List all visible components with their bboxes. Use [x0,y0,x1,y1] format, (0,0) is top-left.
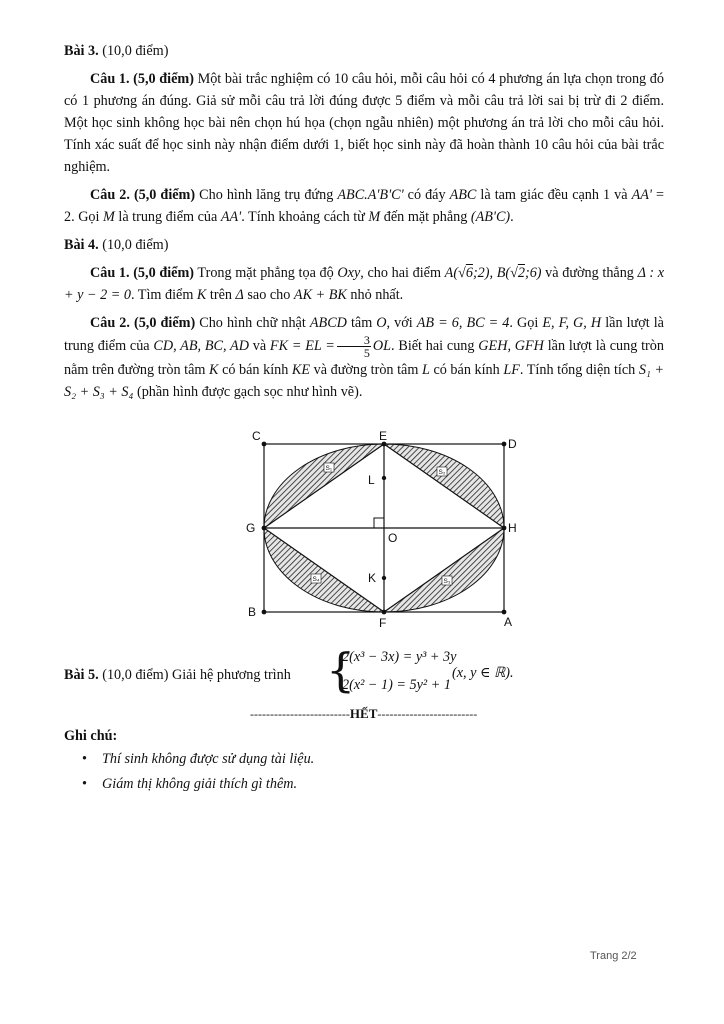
text-run: và đường tròn tâm [310,362,422,378]
bai5-equation-1: 2(x³ − 3x) = y³ + 3y [342,649,457,665]
math-run: ABC.A'B'C' [337,187,404,203]
text-run: . Biết hai cung [391,337,479,354]
text-run: , với [386,315,417,331]
point-d [502,442,507,447]
label-k: K [368,571,377,585]
text-run: có bán kính [429,362,504,378]
bai4-cau1 [64,262,664,306]
text-run: là trung điểm của [114,209,221,225]
math-run: K [209,362,219,378]
bai3-cau2 [64,184,664,228]
label-h: H [508,521,517,535]
point-l [382,476,386,480]
text-run: Cho hình chữ nhật [195,315,310,331]
point-a [502,610,507,615]
math-run: AK + BK [293,287,347,303]
bai3-cau1-text: Một bài trắc nghiệm có 10 câu hỏi, mỗi câu hỏi có 4 phương án lựa chọn trong đó có 1 phương án đúng. Giả sử mỗi câu trả lời đúng được 5 điểm và mỗi câu trả lời sai bị trừ đi 2 điểm. Một học sinh không học bài nên chọn hú họa (chọn ngẫu nhiên) một phương án trả lời cho mỗi câu hỏi. Tính xác suất để học sinh này nhận điểm dưới 1, biết học sinh này đã hoàn thành 10 câu hỏi của bài trắc nghiệm. [64,71,664,175]
bai5-equation-2: 2(x² − 1) = 5y² + 1 [342,677,451,693]
label-b: B [248,605,257,619]
text-run: lần lượt là cung tròn nằm trên đường tròn tâm [64,337,664,378]
label-e: E [379,430,388,443]
label-l: L [368,473,375,487]
bai5-lead [64,667,291,684]
point-f [382,610,387,615]
math-run: ;6) [524,265,542,281]
math-run: E, F, G, H [542,315,602,331]
math-radicand: 2 [517,265,525,281]
label-g: G [246,521,256,535]
bai3-label: Bài 3. [64,43,99,59]
math-run: ABCD [309,315,347,331]
region-s1-label: S₁ [325,465,333,472]
bai3-heading [64,40,664,62]
math-run: M [368,209,381,225]
bai5-domain: (x, y ∈ ℝ). [452,665,514,681]
math-run: AA' [220,209,242,225]
math-run: M [103,209,115,225]
math-run: GEH, GFH [478,337,544,354]
text-run: có bán kính [218,362,292,378]
bai3-cau1-label: Câu 1. (5,0 điểm) [90,71,194,87]
text-run: sao cho [243,287,294,303]
math-run: AA' [631,187,652,203]
text-run: tâm [346,315,377,331]
text-run: (phần hình được gạch sọc như hình vẽ). [133,384,363,400]
system-brace: { [326,643,356,697]
bai5-label: Bài 5. [64,667,99,683]
math-run: KE [291,362,311,378]
end-marker [250,706,477,722]
text-run: là tam giác đều cạnh 1 và [476,187,632,203]
figure-svg [238,430,528,630]
text-run: đến mặt phẳng [380,209,471,225]
text-run: . Tính khoảng cách từ [241,209,369,225]
point-b [262,610,267,615]
region-s2-label: S₂ [438,469,446,476]
math-run: ABC [449,187,477,203]
label-o: O [388,531,398,545]
text-run: = 2. Gọi [64,187,664,225]
math-run: K [196,287,207,303]
point-g [262,526,267,531]
math-run: A(√ [444,265,466,281]
math-run: ;2), B(√ [472,265,518,281]
text-run: . [510,209,514,225]
problems-section [64,40,664,409]
text-run: . Tìm điểm [130,287,197,303]
bai5-section [64,645,664,705]
math-run: O [376,315,387,331]
bai3-cau2-label: Câu 2. (5,0 điểm) [90,187,196,203]
region-s4-label: S₄ [312,576,320,583]
text-run: . Tính tổng diện tích [519,362,639,378]
bai4-label: Bài 4. [64,237,99,253]
text-run: Cho hình lăng trụ đứng [195,187,338,203]
text-run: lần lượt là trung điểm của [64,315,664,354]
math-run: CD, AB, BC, AD [153,337,249,354]
point-k [382,576,386,580]
fraction-denominator: 5 [363,346,370,360]
geometry-figure [238,430,528,630]
bai3-points: (10,0 điểm) [98,43,169,59]
text-run: Trong mặt phẳng tọa độ [194,265,338,281]
text-run: và đường thẳng [541,265,638,281]
list-item: • Thí sinh không được sử dụng tài liệu. [102,751,664,768]
fraction [337,334,371,359]
math-run: Δ [235,287,244,303]
math-run: (AB'C) [470,209,511,225]
notes-section [64,728,664,801]
math-run: L [421,362,430,378]
text-run: trên [206,287,236,303]
text-run: . Gọi [509,315,543,331]
notes-title: Ghi chú: [64,728,118,744]
label-d: D [508,437,517,451]
region-s3-label: S₃ [443,578,451,585]
end-dashes-right: ------------------------- [377,707,478,721]
text-run: , cho hai điểm [360,265,445,281]
bai4-cau2-label: Câu 2. (5,0 điểm) [90,315,196,331]
math-run: LF [503,362,520,378]
label-c: C [252,430,261,443]
math-run: Oxy [337,265,361,281]
math-run: FK = EL = [269,337,335,354]
math-run: Δ : x + y − 2 = 0 [64,265,665,303]
text-run: nhỏ nhất. [346,287,404,303]
math-run: AB = 6, BC = 4 [416,315,510,331]
point-c [262,442,267,447]
label-a: A [504,615,513,629]
bai5-text: (10,0 điểm) Giải hệ phương trình [98,667,291,683]
math-radicand: 6 [465,265,473,281]
notes-list [64,751,664,793]
bai4-cau1-label: Câu 1. (5,0 điểm) [90,265,195,281]
bai4-points: (10,0 điểm) [98,237,169,253]
math-run: OL [372,337,392,354]
bai3-cau1 [64,68,664,178]
label-f: F [379,616,387,630]
text-run: và [248,337,270,354]
bai4-heading [64,234,664,256]
end-word: HẾT [349,706,378,721]
point-h [502,526,507,531]
fraction-numerator: 3 [337,334,371,347]
text-run: có đáy [403,187,450,203]
math-run: S₁ + S₂ + S₃ + S₄ [64,362,664,400]
end-dashes-left: ------------------------- [250,707,350,721]
list-item: • Giám thị không giải thích gì thêm. [102,776,664,793]
bai4-cau2 [64,312,664,403]
page-number: Trang 2/2 [590,950,637,962]
